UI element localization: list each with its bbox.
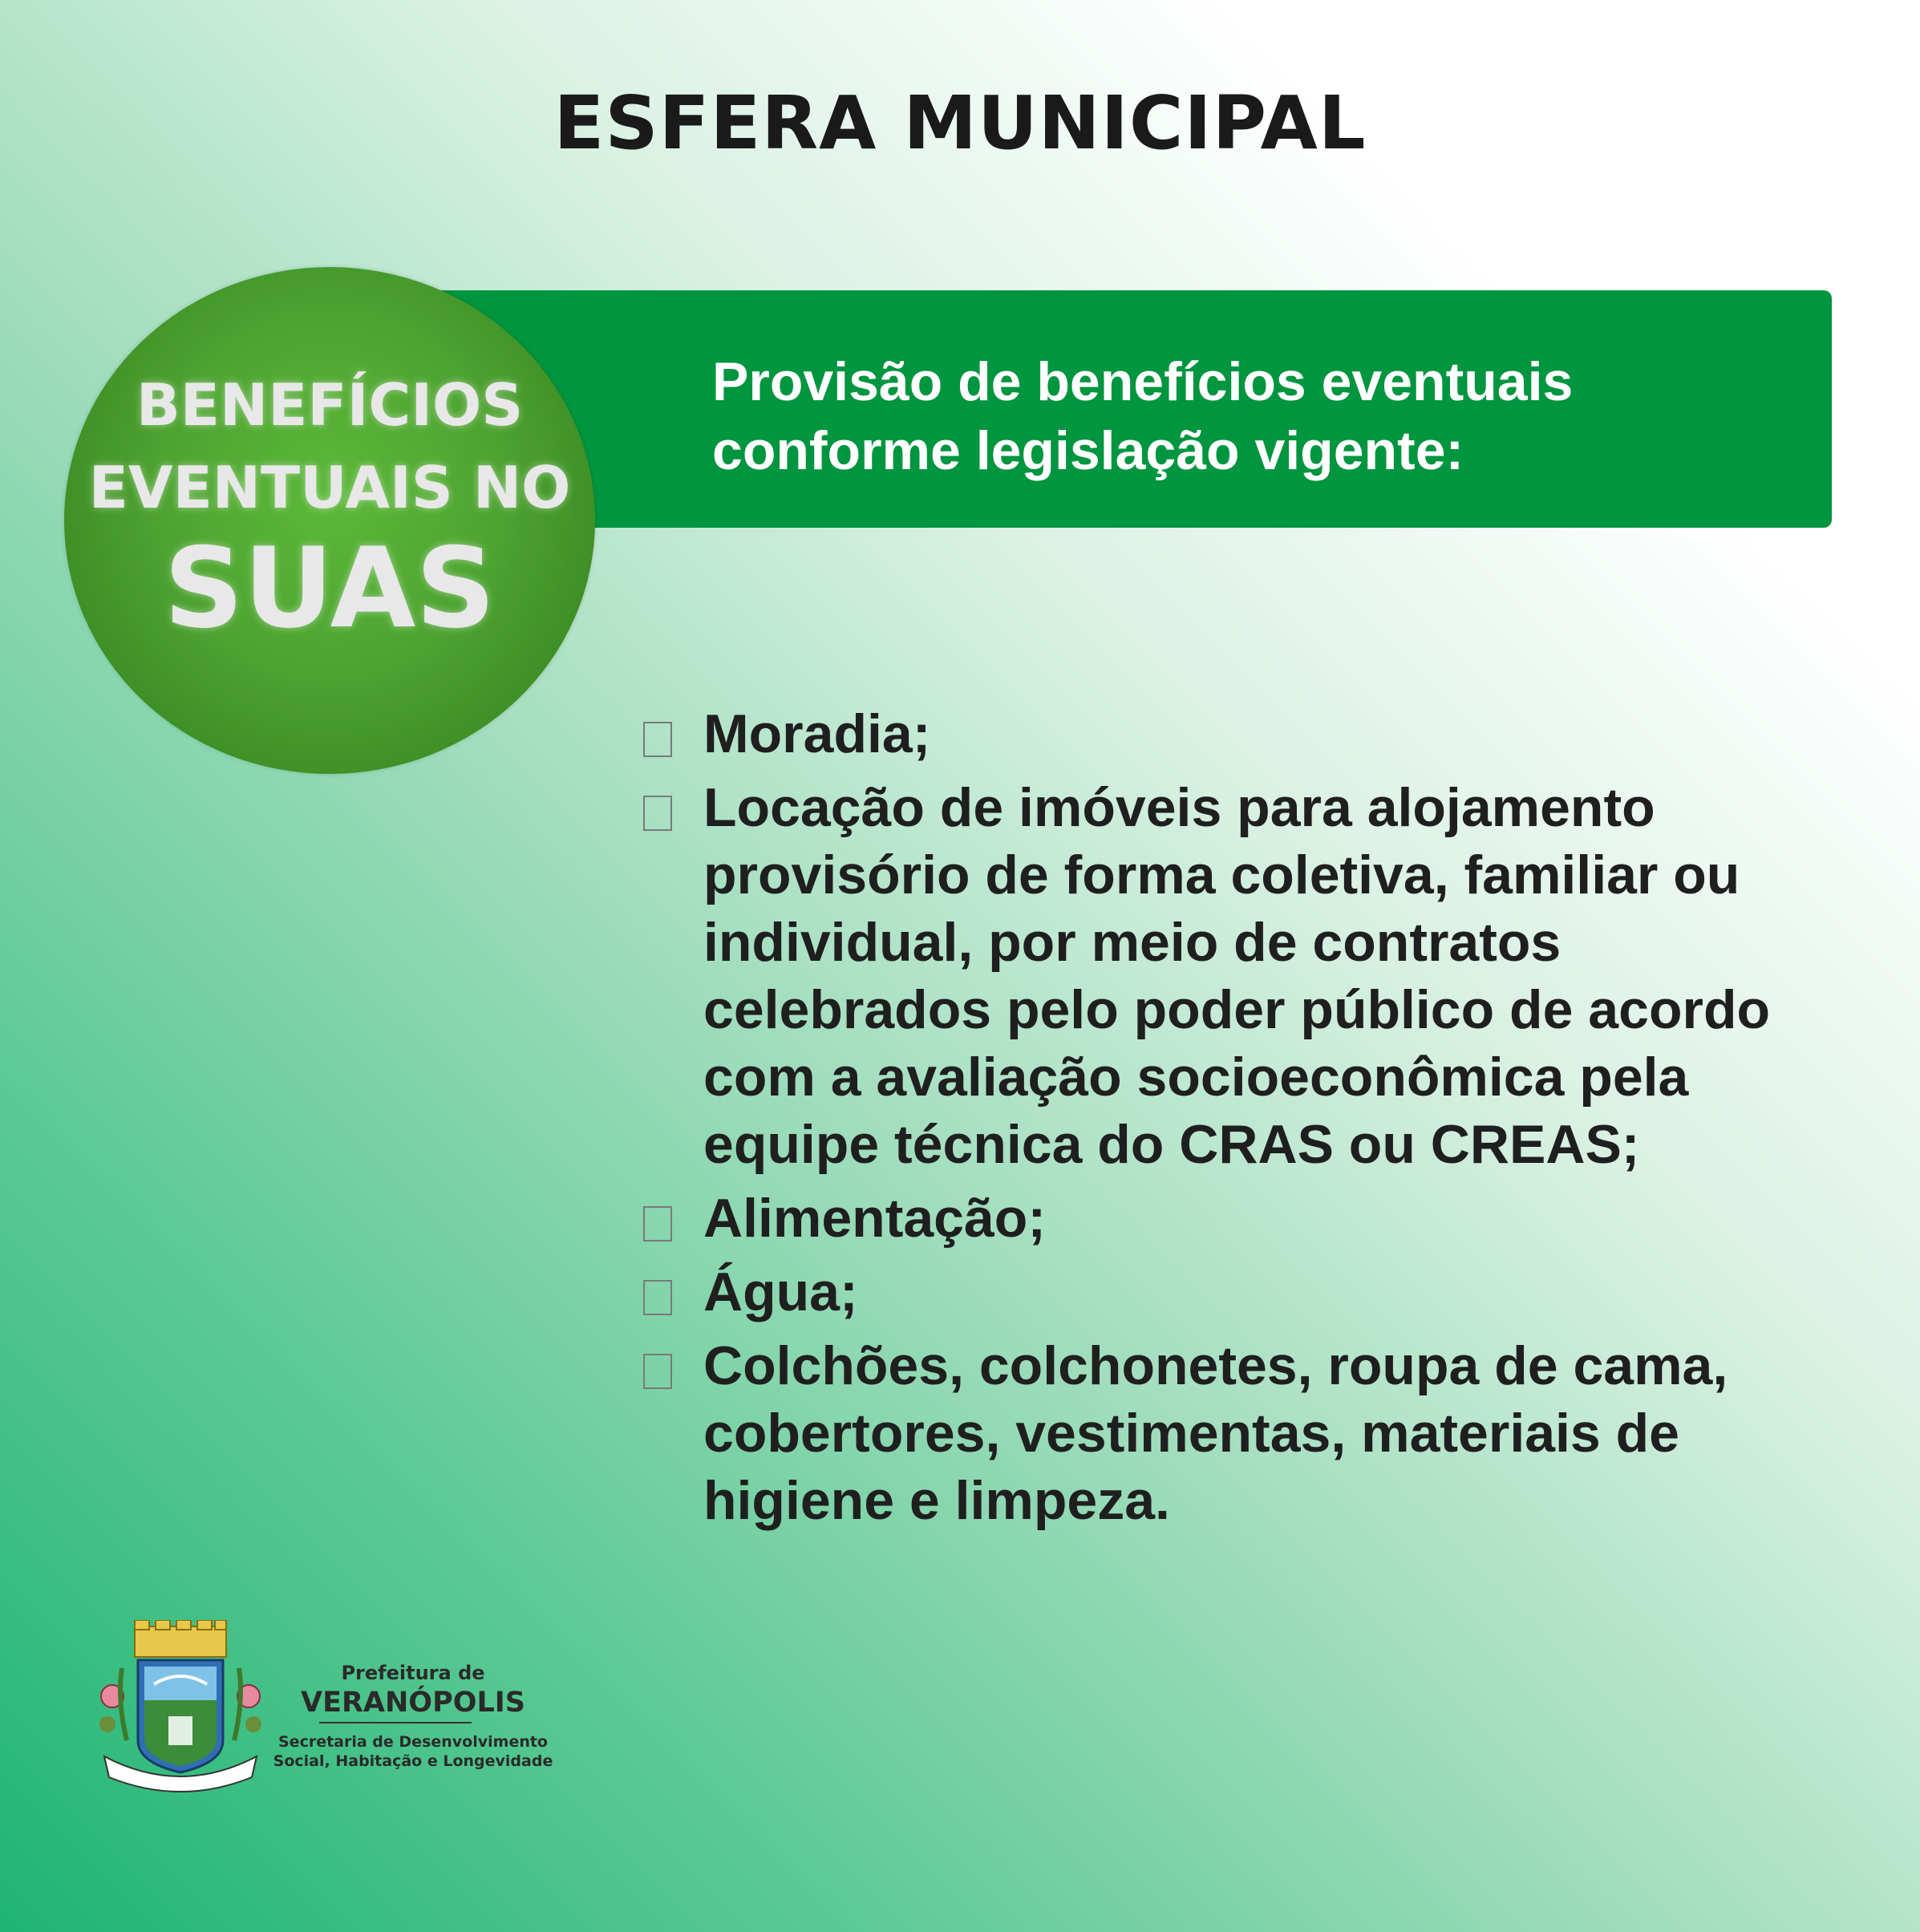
checkbox-bullet-icon (643, 1206, 672, 1241)
banner-line-1: Provisão de benefícios eventuais (712, 351, 1574, 412)
checkbox-bullet-icon (643, 1280, 672, 1315)
banner-line-2: conforme legislação vigente: (712, 420, 1464, 481)
page-title: ESFERA MUNICIPAL (553, 80, 1367, 166)
prefeitura-prefix: Prefeitura de (341, 1662, 485, 1684)
list-item-text: Moradia; (703, 703, 931, 764)
list-item (642, 700, 1829, 768)
list-item-text: Colchões, colchonetes, roupa de cama, cobertores, vestimentas, materiais de higiene e limpeza. (703, 1335, 1728, 1531)
secretariat-text (265, 1732, 561, 1771)
checkbox-bullet-icon (643, 796, 672, 831)
list-item-text: Alimentação; (703, 1188, 1046, 1249)
badge-line-3: SUAS (164, 524, 496, 653)
badge-line-1: BENEFÍCIOS (136, 371, 524, 439)
benefits-list (642, 700, 1829, 1541)
list-item-text: Água; (703, 1262, 858, 1322)
city-name: VERANÓPOLIS (300, 1687, 526, 1719)
list-item (642, 1332, 1829, 1534)
list-item (642, 774, 1829, 1178)
checkbox-bullet-icon (643, 1354, 672, 1389)
coat-of-arms-icon (88, 1620, 273, 1792)
secretariat-line-1: Secretaria de Desenvolvimento (278, 1733, 548, 1751)
checkbox-bullet-icon (643, 722, 672, 757)
list-item-text: Locação de imóveis para alojamento provisório de forma coletiva, familiar ou individual, por meio de contratos celebrados pelo poder público de acordo com a avaliação socioeconômica pela equipe técnica do CRAS ou CREAS; (703, 777, 1771, 1175)
list-item (642, 1185, 1829, 1252)
suas-badge (64, 267, 595, 774)
badge-line-2: EVENTUAIS NO (88, 454, 571, 521)
banner-text (712, 347, 1803, 485)
list-item (642, 1258, 1829, 1326)
secretariat-line-2: Social, Habitação e Longevidade (273, 1752, 553, 1770)
divider (319, 1722, 472, 1723)
